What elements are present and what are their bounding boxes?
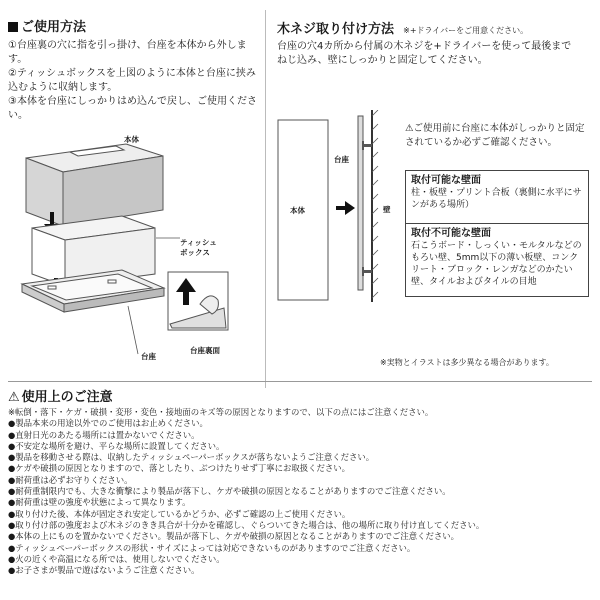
caution-item: ●取り付け部の強度および木ネジのきき具合が十分かを確認し、ぐらついてきた場合は、他の場所に取り付け直してください。: [8, 519, 485, 530]
caution-item: ●耐荷重制限内でも、大きな衝撃により製品が落下し、ケガや破損の原因となることがありますのでご注意ください。: [8, 486, 451, 497]
base-back-inset: [168, 272, 228, 330]
caution-title: [8, 390, 113, 406]
caution-item: ●製品本来の用途以外でのご使用はお止めください。: [8, 418, 208, 429]
wall-label-body: 本体: [290, 206, 305, 215]
caution-item: ※転倒・落下・ケガ・破損・変形・変色・接地面のキズ等の原因となりますので、以下の点にはご注意ください。: [8, 407, 434, 417]
caution-title-text: 使用上のご注意: [21, 390, 113, 405]
wall-mount-illustration: [270, 110, 380, 320]
caution-item: ●ティッシュペーパーボックスの形状・サイズによっては対応できないものがありますのでご注意ください。: [8, 542, 416, 553]
impossible-walls-text: 石こうボード・しっくい・モルタルなどのもろい壁、5mm以下の薄い板壁、コンクリート・ブロック・レンガなどのかたい壁、タイルおよびタイルの目地: [411, 241, 582, 287]
wall-label-base: 台座: [334, 155, 349, 164]
impossible-walls-title: 取付不可能な壁面: [411, 228, 491, 239]
screw-title: 木ネジ取り付け方法: [277, 22, 395, 37]
label-body: 本体: [124, 135, 139, 144]
illustration-note: ※実物とイラストは多少異なる場合があります。: [380, 358, 554, 367]
screw-warning-text: ご使用前に台座に本体がしっかりと固定されているか必ずご確認ください。: [405, 123, 585, 148]
warning-icon-title: ⚠: [8, 390, 20, 405]
usage-title-text: ご使用方法: [21, 20, 87, 35]
usage-steps: [8, 39, 260, 123]
caution-item: ●不安定な場所を避け、平らな場所に設置してください。: [8, 440, 225, 451]
possible-walls-title: 取付可能な壁面: [411, 175, 481, 186]
column-divider: [265, 10, 266, 388]
section-divider: [8, 381, 592, 382]
label-base-back: 台座裏面: [190, 346, 220, 355]
caution-list: [8, 407, 596, 576]
screw-title-row: [277, 18, 528, 38]
caution-item: ●ケガや破損の原因となりますので、落としたり、ぶつけたりせず丁寧にお取扱ください。: [8, 463, 350, 474]
square-bullet-icon: [8, 22, 18, 32]
wall-label-wall: 壁: [383, 205, 391, 214]
label-base: 台座: [141, 352, 156, 361]
screw-description: 台座の穴4カ所から付属の木ネジを+ドライバーを使って最後までねじ込み、壁にしっかりと固定してください。: [277, 41, 572, 66]
possible-walls-box: [405, 170, 589, 224]
tissue-box-illustration: [18, 128, 263, 360]
usage-step-1: ①台座裏の穴に指を引っ掛け、台座を本体から外します。: [8, 40, 247, 65]
warning-icon: ⚠: [405, 123, 414, 134]
caution-item: ●直射日光のあたる場所には置かないでください。: [8, 429, 200, 440]
caution-item: ●耐荷重は必ずお守りください。: [8, 474, 133, 485]
caution-item: ●耐荷重は壁の強度や状態によって異なります。: [8, 497, 191, 508]
screw-warning: [405, 122, 585, 150]
possible-walls-text: 柱・板壁・プリント合板（裏側に水平にサンがある場所）: [411, 188, 582, 210]
caution-item: ●お子さまが製品で遊ばないようご注意ください。: [8, 565, 200, 576]
screw-icon-top: [362, 141, 372, 150]
caution-item: ●製品を移動させる際は、収納したティッシュペーパーボックスが落ちないようご注意ください。: [8, 452, 375, 463]
usage-title: [8, 20, 86, 36]
screw-title-note: ※+ドライバーをご用意ください。: [403, 26, 529, 35]
impossible-walls-box: [405, 223, 589, 297]
caution-item: ●火の近くや高温になる所では、使用しないでください。: [8, 553, 225, 564]
usage-step-2: ②ティッシュボックスを上図のように本体と台座に挟み込むように収納します。: [8, 68, 256, 93]
usage-step-3: ③本体を台座にしっかりはめ込んで戻し、ご使用ください。: [8, 96, 257, 121]
arrow-right-icon: [336, 201, 355, 215]
caution-item: ●本体の上にものを置かないでください。製品が落下し、ケガや破損の原因となることがありますのでご注意ください。: [8, 531, 460, 542]
body-box-drawing: [26, 144, 163, 226]
label-tissue-box: ティッシュ ボックス: [180, 238, 217, 257]
screw-icon-bottom: [362, 267, 372, 276]
caution-item: ●取り付けた後、本体が固定され安定しているかどうか、必ずご確認の上ご使用ください。: [8, 508, 351, 519]
